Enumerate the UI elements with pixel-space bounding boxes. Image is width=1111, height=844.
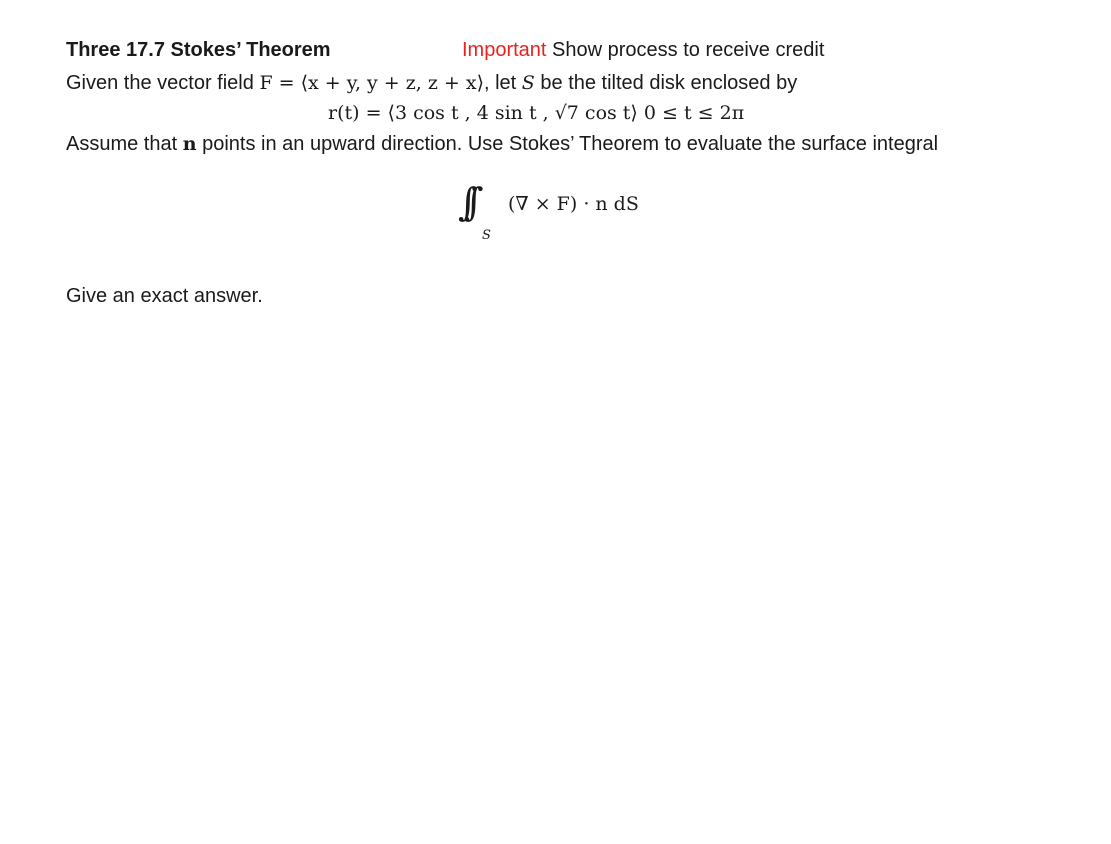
vector-field-expression: F = ⟨x + y, y + z, z + x⟩ [259,72,484,94]
normal-symbol: n [182,133,197,155]
given-prefix: Given the vector field [66,72,260,94]
credit-note [462,38,824,62]
integral-subscript: S [482,228,491,243]
surface-symbol: S [521,72,535,94]
important-label: Important [462,39,547,61]
given-statement [66,71,797,95]
given-end: be the tilted disk enclosed by [534,72,798,94]
integrand-expression: (∇ × F) · n dS [508,193,639,215]
double-integral-sign: ∫∫ [458,180,470,224]
credit-note-text: Show process to receive credit [546,39,825,61]
assume-statement [66,132,938,156]
assume-prefix: Assume that [66,133,183,155]
given-suffix: , let [484,72,522,94]
parametrization-expression: r(t) = ⟨3 cos t , 4 sin t , √7 cos t⟩ 0 ≤ t ≤ 2π [328,102,745,124]
answer-instruction: Give an exact answer. [66,285,263,307]
problem-title: Three 17.7 Stokes’ Theorem [66,39,331,61]
surface-integral [450,178,680,250]
assume-suffix: points in an upward direction. Use Stokes’ Theorem to evaluate the surface integral [196,133,939,155]
